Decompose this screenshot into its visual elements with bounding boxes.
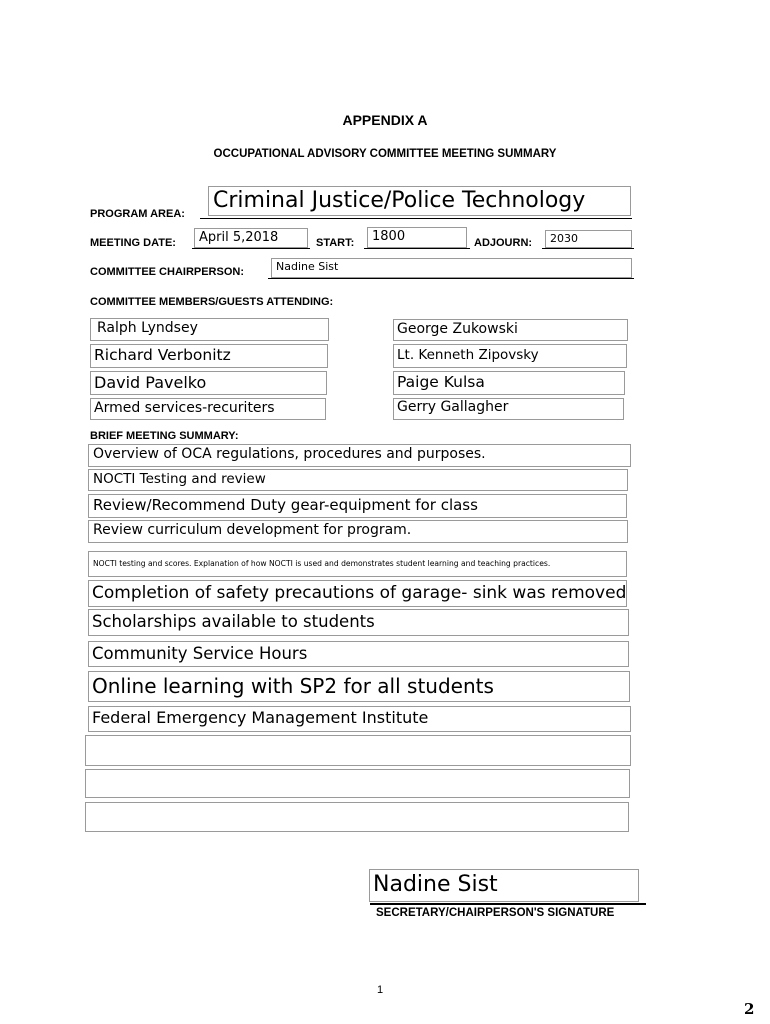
- meeting-date-field[interactable]: April 5,2018: [194, 228, 308, 248]
- adjourn-underline: [542, 248, 634, 249]
- member-right-2[interactable]: Lt. Kenneth Zipovsky: [393, 344, 627, 368]
- form-subtitle: OCCUPATIONAL ADVISORY COMMITTEE MEETING SUMMARY: [213, 148, 557, 160]
- members-label: COMMITTEE MEMBERS/GUESTS ATTENDING:: [90, 296, 334, 308]
- page-number: 1: [376, 984, 384, 996]
- member-left-3[interactable]: David Pavelko: [90, 371, 327, 395]
- start-underline: [364, 248, 470, 249]
- summary-line-12[interactable]: [85, 769, 630, 798]
- appendix-title: APPENDIX A: [342, 112, 428, 128]
- member-right-1[interactable]: George Zukowski: [393, 319, 628, 341]
- program-area-underline: [200, 218, 632, 219]
- summary-line-1[interactable]: Overview of OCA regulations, procedures and purposes.: [88, 444, 631, 467]
- start-label: START:: [316, 237, 355, 249]
- summary-line-13[interactable]: [85, 802, 629, 832]
- start-time-field[interactable]: 1800: [367, 227, 467, 248]
- program-area-label: PROGRAM AREA:: [90, 208, 185, 220]
- adjourn-time-field[interactable]: 2030: [545, 230, 632, 248]
- member-left-1[interactable]: Ralph Lyndsey: [90, 318, 329, 341]
- summary-line-3[interactable]: Review/Recommend Duty gear-equipment for class: [88, 494, 627, 518]
- corner-page-number: 2: [744, 1000, 755, 1018]
- summary-line-7[interactable]: Scholarships available to students: [88, 609, 629, 636]
- signature-field[interactable]: Nadine Sist: [369, 869, 639, 902]
- summary-line-5[interactable]: NOCTI testing and scores. Explanation of how NOCTI is used and demonstrates student learning and teaching practices.: [88, 551, 627, 577]
- summary-line-9[interactable]: Online learning with SP2 for all students: [88, 671, 630, 702]
- summary-line-11[interactable]: [85, 735, 631, 766]
- chairperson-field[interactable]: Nadine Sist: [271, 258, 632, 278]
- summary-line-6[interactable]: Completion of safety precautions of garage- sink was removed: [88, 580, 627, 607]
- adjourn-label: ADJOURN:: [474, 237, 533, 249]
- member-left-4[interactable]: Armed services-recuriters: [90, 398, 326, 420]
- signature-underline: [370, 903, 646, 905]
- summary-line-8[interactable]: Community Service Hours: [88, 641, 629, 667]
- member-right-3[interactable]: Paige Kulsa: [393, 371, 625, 395]
- chairperson-underline: [268, 278, 634, 279]
- meeting-date-label: MEETING DATE:: [90, 237, 176, 249]
- member-right-4[interactable]: Gerry Gallagher: [393, 398, 624, 420]
- meeting-date-underline: [192, 248, 310, 249]
- summary-label: BRIEF MEETING SUMMARY:: [90, 430, 239, 442]
- program-area-field[interactable]: Criminal Justice/Police Technology: [208, 186, 631, 216]
- summary-line-2[interactable]: NOCTI Testing and review: [88, 469, 628, 491]
- signature-label: SECRETARY/CHAIRPERSON'S SIGNATURE: [376, 907, 615, 919]
- summary-line-4[interactable]: Review curriculum development for program.: [88, 520, 628, 543]
- summary-line-10[interactable]: Federal Emergency Management Institute: [88, 706, 631, 732]
- chairperson-label: COMMITTEE CHAIRPERSON:: [90, 266, 244, 278]
- member-left-2[interactable]: Richard Verbonitz: [90, 344, 328, 368]
